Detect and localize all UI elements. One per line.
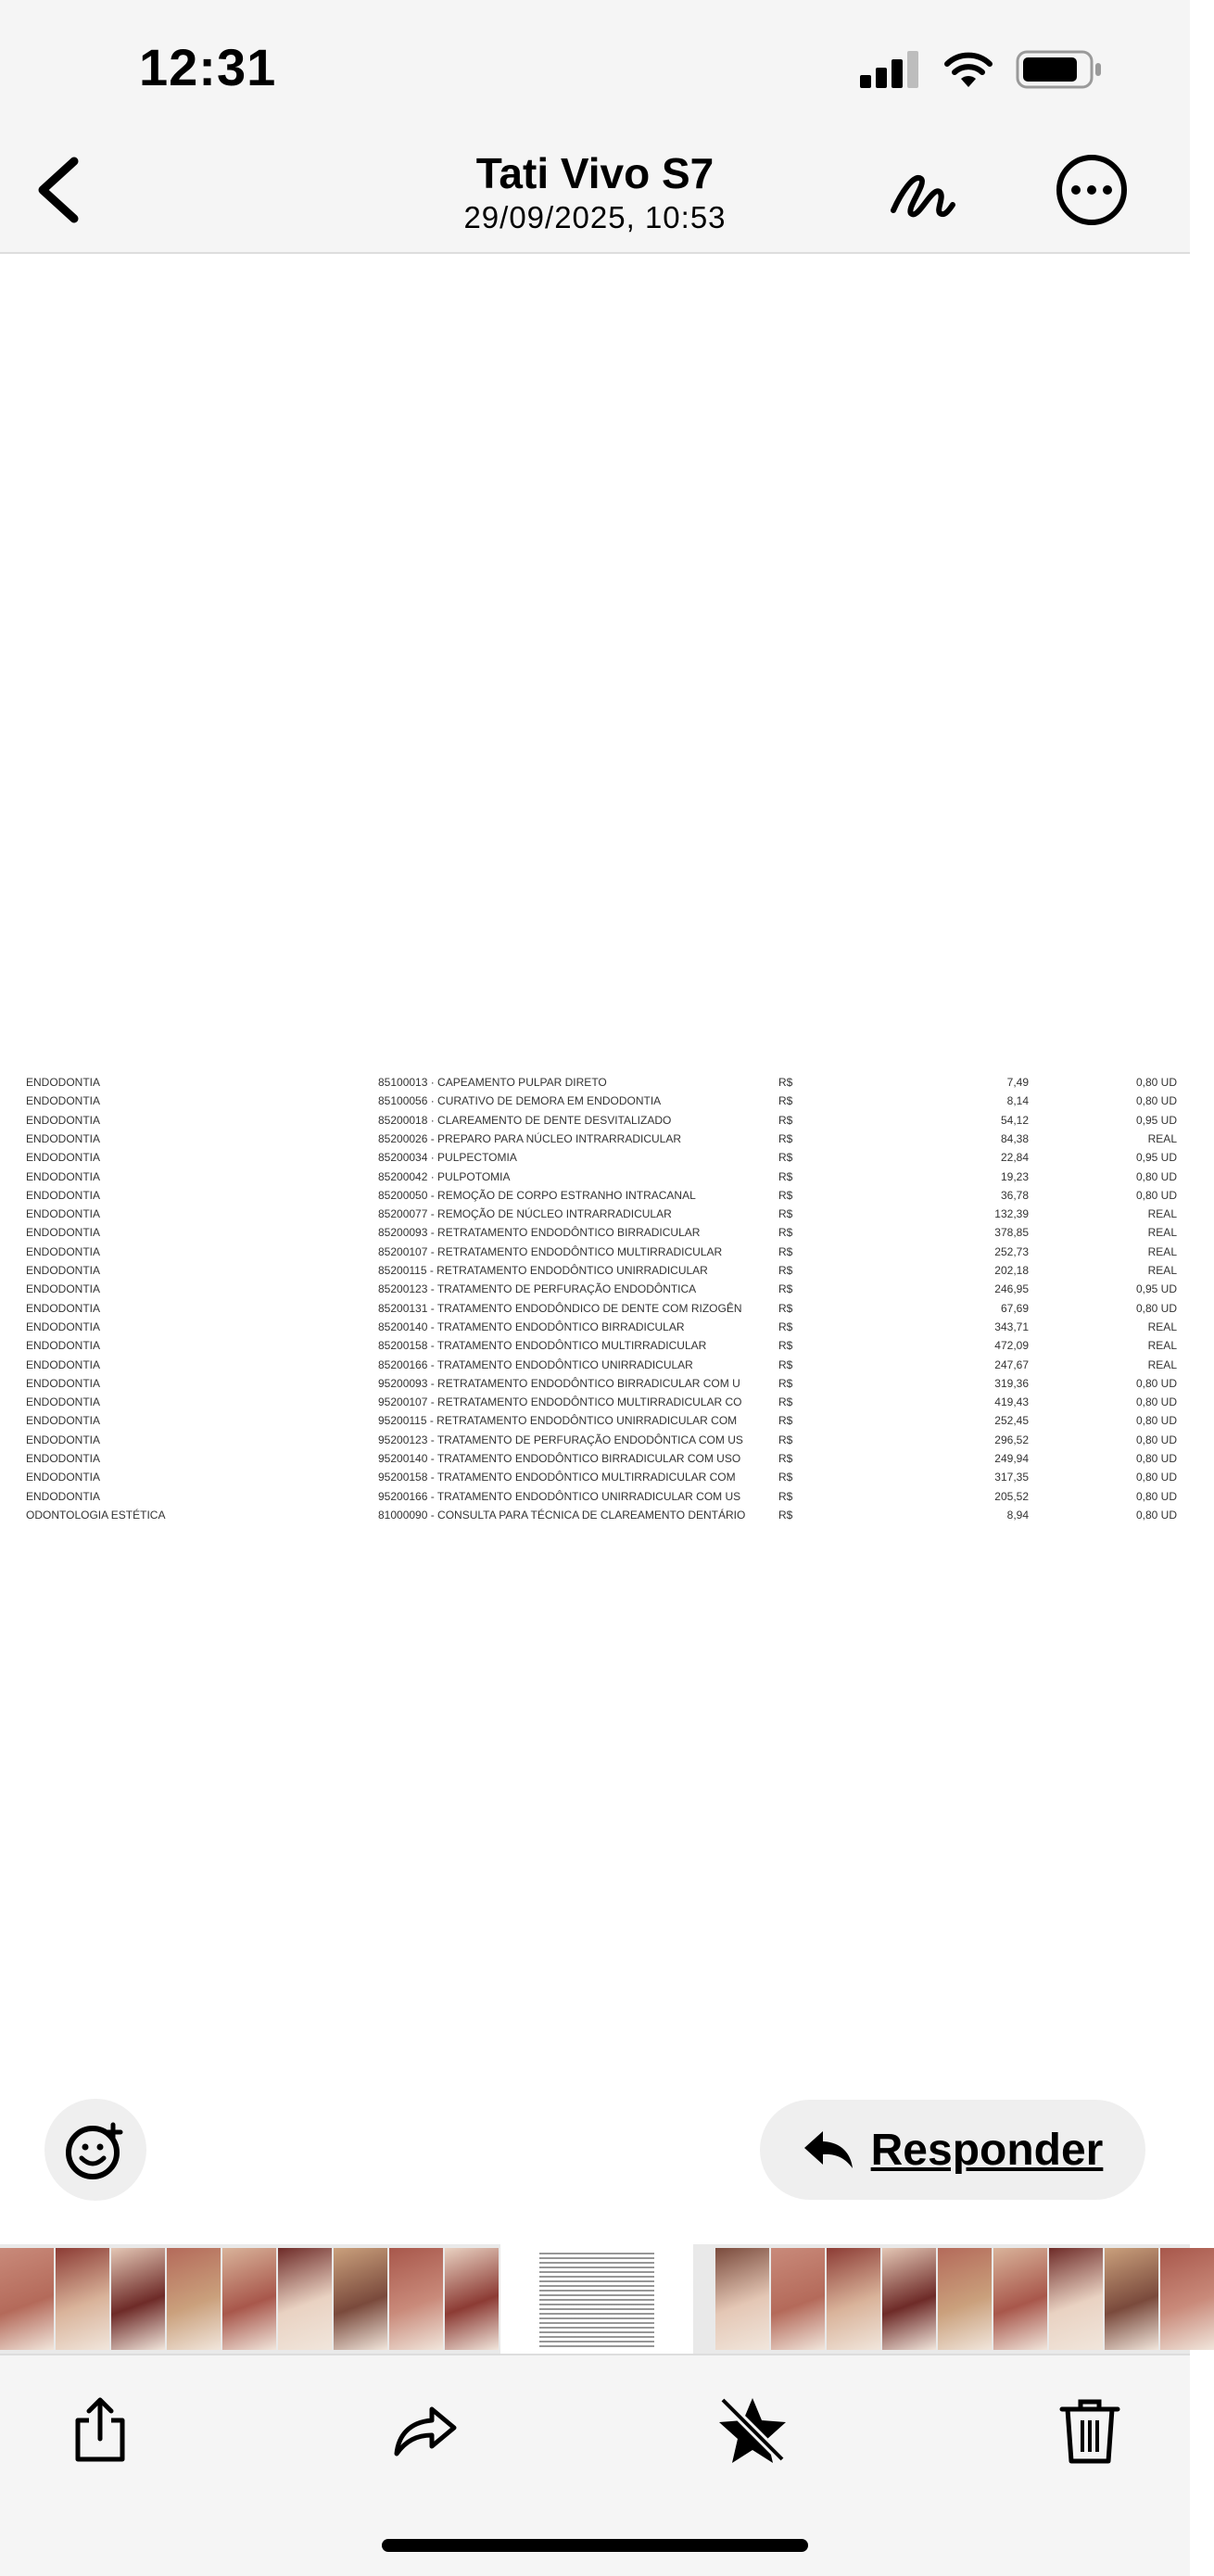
row-area: ENDODONTIA bbox=[26, 1188, 101, 1202]
row-procedure: 85200093 - RETRATAMENTO ENDODÔNTICO BIRRADICULAR bbox=[378, 1226, 701, 1240]
row-unit: REAL bbox=[1147, 1226, 1177, 1240]
photo-thumbnail[interactable] bbox=[278, 2248, 332, 2350]
row-currency: R$ bbox=[778, 1508, 793, 1522]
photo-thumbnail[interactable] bbox=[0, 2248, 54, 2350]
row-currency: R$ bbox=[778, 1264, 793, 1277]
row-currency: R$ bbox=[778, 1471, 793, 1484]
row-procedure: 85200026 - PREPARO PARA NÚCLEO INTRARRADICULAR bbox=[378, 1131, 681, 1145]
row-value: 252,45 bbox=[994, 1414, 1029, 1428]
row-procedure: 95200107 - RETRATAMENTO ENDODÔNTICO MULTIRRADICULAR CO bbox=[378, 1395, 742, 1409]
row-unit: 0,80 UD bbox=[1135, 1076, 1177, 1089]
row-value: 36,78 bbox=[1000, 1188, 1029, 1202]
document-row bbox=[0, 1168, 1190, 1186]
row-currency: R$ bbox=[778, 1226, 793, 1240]
document-row bbox=[0, 1243, 1190, 1261]
row-value: 317,35 bbox=[994, 1471, 1029, 1484]
ellipsis-circle-icon bbox=[1055, 153, 1129, 227]
row-currency: R$ bbox=[778, 1320, 793, 1333]
row-value: 378,85 bbox=[994, 1226, 1029, 1240]
row-value: 8,94 bbox=[1006, 1508, 1029, 1522]
message-timestamp: 29/09/2025, 10:53 bbox=[463, 200, 727, 234]
chat-title: Tati Vivo S7 bbox=[475, 149, 714, 197]
row-area: ENDODONTIA bbox=[26, 1452, 101, 1465]
photo-thumbnail[interactable] bbox=[56, 2248, 109, 2350]
home-indicator[interactable] bbox=[382, 2539, 808, 2552]
row-unit: REAL bbox=[1147, 1244, 1177, 1258]
sticker-button[interactable] bbox=[44, 2099, 146, 2201]
photo-thumbnail[interactable] bbox=[882, 2248, 936, 2350]
row-unit: 0,80 UD bbox=[1135, 1414, 1177, 1428]
sticker-add-icon bbox=[44, 2099, 146, 2201]
reply-label: Responder bbox=[870, 2125, 1104, 2175]
row-area: ENDODONTIA bbox=[26, 1357, 101, 1371]
row-currency: R$ bbox=[778, 1376, 793, 1390]
row-currency: R$ bbox=[778, 1169, 793, 1183]
row-value: 8,14 bbox=[1006, 1094, 1029, 1108]
photo-thumbnail[interactable] bbox=[389, 2248, 443, 2350]
row-unit: 0,95 UD bbox=[1135, 1151, 1177, 1165]
status-time: 12:31 bbox=[139, 38, 277, 96]
document-row bbox=[0, 1111, 1190, 1130]
row-procedure: 85200115 - RETRATAMENTO ENDODÔNTICO UNIRRADICULAR bbox=[378, 1264, 708, 1277]
row-value: 132,39 bbox=[994, 1207, 1029, 1221]
row-procedure: 85200123 - TRATAMENTO DE PERFURAÇÃO ENDODÔNTICA bbox=[378, 1282, 697, 1296]
document-row bbox=[0, 1073, 1190, 1092]
row-unit: REAL bbox=[1147, 1131, 1177, 1145]
document-row bbox=[0, 1487, 1190, 1506]
row-value: 67,69 bbox=[1000, 1301, 1029, 1315]
row-procedure: 85200034 · PULPECTOMIA bbox=[378, 1151, 517, 1165]
photo-thumbnail[interactable] bbox=[445, 2248, 499, 2350]
document-row bbox=[0, 1223, 1190, 1242]
row-unit: 0,80 UD bbox=[1135, 1301, 1177, 1315]
photo-thumbnail[interactable] bbox=[938, 2248, 992, 2350]
row-procedure: 95200115 - RETRATAMENTO ENDODÔNTICO UNIRRADICULAR COM bbox=[378, 1414, 738, 1428]
row-unit: REAL bbox=[1147, 1264, 1177, 1277]
trash-icon bbox=[1053, 2393, 1127, 2467]
row-procedure: 85100013 · CAPEAMENTO PULPAR DIRETO bbox=[378, 1076, 607, 1089]
photo-thumbnail[interactable] bbox=[222, 2248, 276, 2350]
row-value: 247,67 bbox=[994, 1357, 1029, 1371]
row-area: ENDODONTIA bbox=[26, 1264, 101, 1277]
row-unit: 0,95 UD bbox=[1135, 1282, 1177, 1296]
photo-thumbnail[interactable] bbox=[1049, 2248, 1103, 2350]
row-value: 205,52 bbox=[994, 1489, 1029, 1503]
row-currency: R$ bbox=[778, 1113, 793, 1127]
markup-icon bbox=[880, 153, 964, 236]
document-row bbox=[0, 1506, 1190, 1524]
row-currency: R$ bbox=[778, 1357, 793, 1371]
row-value: 246,95 bbox=[994, 1282, 1029, 1296]
row-unit: 0,80 UD bbox=[1135, 1094, 1177, 1108]
row-area: ENDODONTIA bbox=[26, 1131, 101, 1145]
row-currency: R$ bbox=[778, 1282, 793, 1296]
row-currency: R$ bbox=[778, 1489, 793, 1503]
row-currency: R$ bbox=[778, 1188, 793, 1202]
row-procedure: 81000090 - CONSULTA PARA TÉCNICA DE CLAREAMENTO DENTÁRIO bbox=[378, 1508, 746, 1522]
row-value: 22,84 bbox=[1000, 1151, 1029, 1165]
row-procedure: 95200158 - TRATAMENTO ENDODÔNTICO MULTIRRADICULAR COM bbox=[378, 1471, 736, 1484]
row-area: ENDODONTIA bbox=[26, 1207, 101, 1221]
row-unit: 0,80 UD bbox=[1135, 1489, 1177, 1503]
row-procedure: 85200158 - TRATAMENTO ENDODÔNTICO MULTIRRADICULAR bbox=[378, 1339, 707, 1353]
document-row bbox=[0, 1468, 1190, 1486]
document-row bbox=[0, 1393, 1190, 1411]
document-row bbox=[0, 1356, 1190, 1374]
media-thumbnail-strip[interactable] bbox=[0, 2244, 1190, 2354]
share-icon bbox=[63, 2393, 137, 2467]
row-unit: REAL bbox=[1147, 1207, 1177, 1221]
row-procedure: 85200018 · CLAREAMENTO DE DENTE DESVITALIZADO bbox=[378, 1113, 672, 1127]
document-row bbox=[0, 1374, 1190, 1393]
more-button[interactable] bbox=[1055, 153, 1129, 227]
document-row bbox=[0, 1092, 1190, 1110]
document-row bbox=[0, 1411, 1190, 1430]
row-value: 202,18 bbox=[994, 1264, 1029, 1277]
row-area: ENDODONTIA bbox=[26, 1169, 101, 1183]
row-procedure: 85200166 - TRATAMENTO ENDODÔNTICO UNIRRADICULAR bbox=[378, 1357, 693, 1371]
row-area: ENDODONTIA bbox=[26, 1282, 101, 1296]
reply-button[interactable] bbox=[760, 2100, 1145, 2200]
row-unit: 0,80 UD bbox=[1135, 1395, 1177, 1409]
row-value: 343,71 bbox=[994, 1320, 1029, 1333]
row-area: ENDODONTIA bbox=[26, 1489, 101, 1503]
row-value: 19,23 bbox=[1000, 1169, 1029, 1183]
row-unit: 0,95 UD bbox=[1135, 1113, 1177, 1127]
markup-button[interactable] bbox=[880, 153, 964, 236]
document-row bbox=[0, 1148, 1190, 1167]
photo-thumbnail[interactable] bbox=[993, 2248, 1047, 2350]
row-unit: 0,80 UD bbox=[1135, 1376, 1177, 1390]
row-value: 419,43 bbox=[994, 1395, 1029, 1409]
row-procedure: 85200131 - TRATAMENTO ENDODÔNDICO DE DENTE COM RIZOGÊN bbox=[378, 1301, 742, 1315]
row-procedure: 95200166 - TRATAMENTO ENDODÔNTICO UNIRRADICULAR COM US bbox=[378, 1489, 741, 1503]
unstar-icon bbox=[715, 2393, 790, 2467]
row-area: ODONTOLOGIA ESTÉTICA bbox=[26, 1508, 166, 1522]
row-area: ENDODONTIA bbox=[26, 1094, 101, 1108]
document-row bbox=[0, 1318, 1190, 1336]
row-unit: 0,80 UD bbox=[1135, 1169, 1177, 1183]
row-currency: R$ bbox=[778, 1395, 793, 1409]
forward-button[interactable] bbox=[389, 2393, 463, 2467]
row-currency: R$ bbox=[778, 1339, 793, 1353]
row-area: ENDODONTIA bbox=[26, 1244, 101, 1258]
wifi-icon bbox=[942, 50, 995, 89]
row-unit: REAL bbox=[1147, 1357, 1177, 1371]
row-currency: R$ bbox=[778, 1244, 793, 1258]
row-value: 84,38 bbox=[1000, 1131, 1029, 1145]
row-procedure: 85200077 - REMOÇÃO DE NÚCLEO INTRARRADICULAR bbox=[378, 1207, 672, 1221]
photo-thumbnail[interactable] bbox=[1160, 2248, 1214, 2350]
row-currency: R$ bbox=[778, 1076, 793, 1089]
row-value: 296,52 bbox=[994, 1433, 1029, 1446]
battery-icon bbox=[1016, 50, 1103, 89]
document-row bbox=[0, 1261, 1190, 1280]
row-currency: R$ bbox=[778, 1301, 793, 1315]
reply-arrow-icon bbox=[803, 2128, 854, 2172]
photo-thumbnail[interactable] bbox=[334, 2248, 387, 2350]
row-unit: 0,80 UD bbox=[1135, 1508, 1177, 1522]
delete-button[interactable] bbox=[1053, 2393, 1127, 2467]
share-button[interactable] bbox=[63, 2393, 137, 2467]
row-procedure: 95200123 - TRATAMENTO DE PERFURAÇÃO ENDODÔNTICA COM US bbox=[378, 1433, 743, 1446]
row-unit: 0,80 UD bbox=[1135, 1471, 1177, 1484]
photo-thumbnail[interactable] bbox=[715, 2248, 769, 2350]
row-currency: R$ bbox=[778, 1151, 793, 1165]
row-area: ENDODONTIA bbox=[26, 1226, 101, 1240]
row-unit: REAL bbox=[1147, 1339, 1177, 1353]
selected-thumbnail[interactable] bbox=[500, 2244, 693, 2354]
document-row bbox=[0, 1280, 1190, 1298]
document-image bbox=[0, 1066, 1190, 1522]
row-value: 472,09 bbox=[994, 1339, 1029, 1353]
row-value: 252,73 bbox=[994, 1244, 1029, 1258]
row-area: ENDODONTIA bbox=[26, 1113, 101, 1127]
row-unit: 0,80 UD bbox=[1135, 1452, 1177, 1465]
row-procedure: 95200140 - TRATAMENTO ENDODÔNTICO BIRRADICULAR COM USO bbox=[378, 1452, 741, 1465]
row-procedure: 85100056 · CURATIVO DE DEMORA EM ENDODONTIA bbox=[378, 1094, 662, 1108]
row-area: ENDODONTIA bbox=[26, 1414, 101, 1428]
top-bar bbox=[0, 0, 1190, 254]
row-value: 319,36 bbox=[994, 1376, 1029, 1390]
row-unit: 0,80 UD bbox=[1135, 1433, 1177, 1446]
row-area: ENDODONTIA bbox=[26, 1076, 101, 1089]
document-row bbox=[0, 1299, 1190, 1318]
photo-thumbnail[interactable] bbox=[771, 2248, 825, 2350]
row-currency: R$ bbox=[778, 1094, 793, 1108]
document-row bbox=[0, 1130, 1190, 1148]
row-value: 249,94 bbox=[994, 1452, 1029, 1465]
row-value: 7,49 bbox=[1006, 1076, 1029, 1089]
row-value: 54,12 bbox=[1000, 1113, 1029, 1127]
photo-thumbnail[interactable] bbox=[827, 2248, 880, 2350]
document-row bbox=[0, 1449, 1190, 1468]
row-area: ENDODONTIA bbox=[26, 1395, 101, 1409]
row-area: ENDODONTIA bbox=[26, 1339, 101, 1353]
row-area: ENDODONTIA bbox=[26, 1471, 101, 1484]
photo-thumbnail[interactable] bbox=[1105, 2248, 1158, 2350]
row-area: ENDODONTIA bbox=[26, 1320, 101, 1333]
forward-icon bbox=[389, 2393, 463, 2467]
row-procedure: 85200140 - TRATAMENTO ENDODÔNTICO BIRRADICULAR bbox=[378, 1320, 685, 1333]
row-currency: R$ bbox=[778, 1452, 793, 1465]
nav-title-block bbox=[0, 148, 1190, 237]
row-procedure: 95200093 - RETRATAMENTO ENDODÔNTICO BIRRADICULAR COM U bbox=[378, 1376, 740, 1390]
row-area: ENDODONTIA bbox=[26, 1301, 101, 1315]
row-procedure: 85200050 - REMOÇÃO DE CORPO ESTRANHO INTRACANAL bbox=[378, 1188, 696, 1202]
row-currency: R$ bbox=[778, 1131, 793, 1145]
photo-thumbnail[interactable] bbox=[167, 2248, 221, 2350]
document-row bbox=[0, 1186, 1190, 1205]
row-procedure: 85200107 - RETRATAMENTO ENDODÔNTICO MULTIRRADICULAR bbox=[378, 1244, 723, 1258]
row-unit: 0,80 UD bbox=[1135, 1188, 1177, 1202]
row-area: ENDODONTIA bbox=[26, 1433, 101, 1446]
row-unit: REAL bbox=[1147, 1320, 1177, 1333]
row-currency: R$ bbox=[778, 1433, 793, 1446]
document-row bbox=[0, 1205, 1190, 1223]
row-currency: R$ bbox=[778, 1207, 793, 1221]
row-procedure: 85200042 · PULPOTOMIA bbox=[378, 1169, 511, 1183]
row-area: ENDODONTIA bbox=[26, 1151, 101, 1165]
document-row bbox=[0, 1431, 1190, 1449]
row-currency: R$ bbox=[778, 1414, 793, 1428]
status-icons bbox=[860, 46, 1103, 93]
photo-thumbnail[interactable] bbox=[111, 2248, 165, 2350]
signal-icon bbox=[860, 51, 921, 88]
unstar-button[interactable] bbox=[715, 2393, 790, 2467]
document-row bbox=[0, 1336, 1190, 1355]
document-thumbnail bbox=[539, 2250, 654, 2348]
row-area: ENDODONTIA bbox=[26, 1376, 101, 1390]
